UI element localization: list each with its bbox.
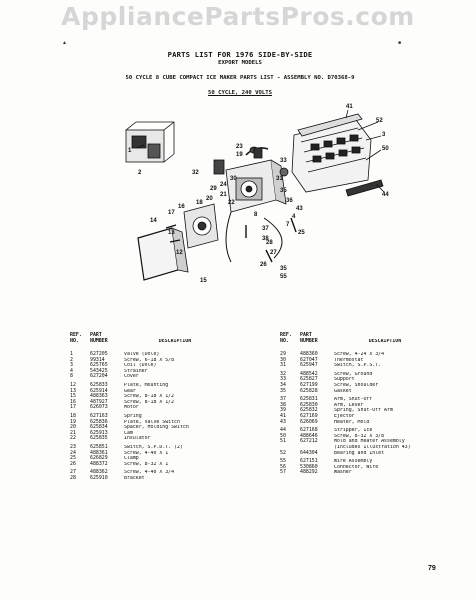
description-cell: Spring: [124, 413, 142, 419]
description-cell: Screw, 4-40 X 1: [124, 450, 169, 456]
callout-label: 17: [168, 210, 175, 216]
description-cell: Screw, Shoulder: [334, 382, 379, 388]
part-number-cell: 627163: [90, 412, 108, 419]
callout-label: 24: [220, 182, 227, 188]
ref-cell: 24: [70, 449, 76, 456]
col-ref-header: REF. NO.: [70, 332, 82, 344]
part-number-cell: 625947: [300, 362, 318, 369]
description-cell: Gear: [124, 388, 136, 394]
parts-table-left: [70, 330, 260, 481]
callout-label: 33: [280, 158, 287, 164]
part-number-cell: 488542: [300, 370, 318, 377]
part-number-cell: 625831: [300, 396, 318, 403]
description-cell: Heater, Mold: [334, 419, 370, 425]
callout-label: 19: [236, 152, 243, 158]
parts-table-right: [280, 330, 470, 476]
part-number-cell: 488360: [300, 351, 318, 357]
part-number-cell: 625913: [90, 429, 108, 436]
ref-cell: 17: [70, 404, 76, 411]
exploded-diagram: [96, 100, 396, 300]
part-number-cell: 488361: [90, 449, 108, 456]
description-cell: Clamp: [124, 456, 139, 462]
ref-cell: 51: [280, 438, 286, 445]
description-cell: Mold and Heater Assembly: [334, 439, 405, 445]
description-cell: Spacer, Holding Switch: [124, 425, 189, 431]
description-cell: Thermostat: [334, 357, 364, 363]
description-cell: Screw, 4-24 X 3/4: [334, 352, 385, 357]
part-number-cell: 625910: [90, 474, 108, 481]
part-number-cell: 627204: [90, 373, 108, 380]
part-number-cell: 625836: [90, 418, 108, 425]
description-cell: Bracket: [124, 475, 145, 481]
description-cell: Switch, S.P.D.T. (2): [124, 444, 183, 450]
ref-cell: 39: [280, 407, 286, 414]
ref-cell: 23: [70, 443, 76, 450]
ref-cell: 18: [70, 412, 76, 419]
description-cell: Screw, 4-40 X 3/4: [124, 470, 175, 476]
table-header: [280, 330, 470, 344]
ref-cell: 34: [280, 381, 286, 388]
ref-cell: 35: [280, 387, 286, 394]
callout-label: 12: [176, 250, 183, 256]
part-number-cell: 625833: [90, 381, 108, 388]
description-cell: Coil (Dole): [124, 363, 157, 369]
description-cell: Stripper, Ice: [334, 428, 373, 434]
callout-label: 15: [200, 278, 207, 284]
callout-label: 50: [382, 146, 389, 152]
callout-label: 18: [196, 200, 203, 206]
diagram-drawing: [96, 100, 396, 300]
ref-cell: 20: [70, 424, 76, 431]
part-number-cell: 625830: [300, 401, 318, 408]
page-header: [60, 50, 420, 96]
ref-cell: 3: [70, 362, 73, 369]
description-cell: Switch, S.P.S.T.: [334, 363, 382, 369]
description-cell: Cover: [124, 374, 139, 380]
part-number-cell: 644304: [300, 449, 318, 456]
col-desc-header: DESCRIPTION: [158, 338, 192, 344]
ref-cell: 31: [280, 362, 286, 369]
ref-cell: 22: [70, 435, 76, 442]
part-number-cell: 627168: [300, 427, 318, 434]
callout-label: 26: [260, 262, 267, 268]
part-number-cell: 488362: [90, 469, 108, 476]
description-cell: Arm, Lever: [334, 402, 364, 408]
ref-cell: 8: [70, 373, 73, 380]
ref-cell: 21: [70, 429, 76, 436]
part-number-cell: 625834: [90, 424, 108, 431]
callout-label: 4: [292, 214, 296, 220]
description-cell: Screw, 8-18 X 1/2: [124, 399, 175, 405]
callout-label: 35: [280, 266, 287, 272]
description-cell: Screw, 8-32 X 1: [124, 461, 169, 467]
table-body: [280, 352, 470, 476]
ref-cell: 50: [280, 432, 286, 439]
description-cell: Bearing and Inlet: [334, 450, 385, 456]
description-cell: Ejector: [334, 413, 355, 419]
ref-cell: 33: [280, 376, 286, 383]
part-number-cell: 488646: [300, 432, 318, 439]
callout-label: 41: [346, 104, 353, 110]
ref-cell: 52: [280, 449, 286, 456]
callout-label: 2: [138, 170, 142, 176]
callout-label: 20: [206, 196, 213, 202]
ref-cell: 26: [70, 460, 76, 467]
col-ref-header: REF. NO.: [280, 332, 292, 344]
col-part-header: PART NUMBER: [300, 332, 318, 344]
scan-mark: ▲: [62, 40, 67, 46]
description-cell: Screw, 6-18 X 5/8: [124, 357, 175, 363]
callout-label: 28: [266, 240, 273, 246]
ref-cell: 12: [70, 381, 76, 388]
callout-label: 8: [254, 212, 258, 218]
description-cell: Plate, Valve Switch: [124, 419, 180, 425]
part-number-cell: 627212: [300, 438, 318, 445]
ref-cell: 56: [280, 463, 286, 470]
ref-cell: 16: [70, 398, 76, 405]
part-number-cell: 488372: [90, 460, 108, 467]
part-number-cell: 625765: [90, 362, 108, 369]
callout-label: 44: [382, 192, 389, 198]
description-cell: Arm, Shut-Off: [334, 397, 373, 403]
part-number-cell: 487927: [90, 398, 108, 405]
watermark: AppliancePartsPros.com: [61, 2, 415, 31]
table-row: [280, 420, 470, 426]
part-number-cell: 488363: [90, 393, 108, 400]
description-cell: Plate, Mounting: [124, 382, 169, 388]
col-part-header: PART NUMBER: [90, 332, 108, 344]
table-row: [280, 389, 470, 395]
description-cell: Washer: [334, 470, 352, 476]
callout-label: 30: [230, 176, 237, 182]
part-number-cell: 625851: [90, 443, 108, 450]
ref-cell: 41: [280, 412, 286, 419]
description-cell: Support: [334, 377, 355, 383]
description-cell: Screw, 8-18 X 1/2: [124, 394, 175, 400]
table-row: [70, 476, 260, 482]
callout-label: 3: [382, 132, 386, 138]
description-cell: Screw, 8-32 X 3/8: [334, 433, 385, 439]
assembly-line: 50 CYCLE 8 CUBE COMPACT ICE MAKER PARTS LIST - ASSEMBLY NO. D70368-9: [125, 75, 355, 81]
ref-cell: 44: [280, 427, 286, 434]
table-row: [280, 451, 470, 457]
part-number-cell: 530860: [300, 463, 318, 470]
part-number-cell: 627151: [300, 458, 318, 465]
callout-label: 27: [270, 250, 277, 256]
table-row: [70, 436, 260, 442]
ref-cell: 2: [70, 356, 73, 363]
ref-cell: 27: [70, 469, 76, 476]
table-row: [280, 470, 470, 476]
part-number-cell: 625827: [300, 376, 318, 383]
ref-cell: 25: [70, 455, 76, 462]
part-number-cell: 626069: [300, 418, 318, 425]
part-number-cell: 627199: [300, 381, 318, 388]
ref-cell: 57: [280, 469, 286, 476]
table-header: [70, 330, 260, 344]
description-cell: Spring, Shut-Off Arm: [334, 408, 393, 414]
description-cell: Screw, Ground: [334, 371, 373, 377]
voltage-line: 50 CYCLE, 240 VOLTS: [208, 90, 272, 96]
part-number-cell: 625914: [90, 387, 108, 394]
description-cell: Cam: [124, 430, 133, 436]
part-number-cell: 99314: [90, 356, 105, 363]
part-number-cell: 625835: [90, 435, 108, 442]
part-number-cell: 625832: [300, 407, 318, 414]
callout-label: 35: [280, 188, 287, 194]
scan-mark: ■: [398, 40, 402, 46]
ref-cell: 19: [70, 418, 76, 425]
description-cell: Valve (Dole): [124, 352, 160, 357]
callout-label: 7: [286, 222, 290, 228]
table-row: [280, 363, 470, 369]
callout-label: 14: [150, 218, 157, 224]
page-subtitle: EXPORT MODELS: [218, 60, 262, 66]
description-cell: Connector, Wire: [334, 464, 379, 470]
callout-label: 21: [220, 192, 227, 198]
ref-cell: 55: [280, 458, 286, 465]
description-cell: Strainer: [124, 368, 148, 374]
part-number-cell: 627169: [300, 412, 318, 419]
callout-label: 29: [210, 186, 217, 192]
ref-cell: 15: [70, 393, 76, 400]
callout-label: 32: [192, 170, 199, 176]
table-row: [70, 374, 260, 380]
col-desc-header: DESCRIPTION: [368, 338, 402, 344]
part-number-cell: 625828: [300, 387, 318, 394]
callout-label: 38: [262, 236, 269, 242]
callout-label: 23: [236, 144, 243, 150]
part-number-cell: 627047: [300, 356, 318, 363]
ref-cell: 1: [70, 351, 73, 357]
ref-cell: 29: [280, 351, 286, 357]
callout-label: 55: [280, 274, 287, 280]
callout-label: 36: [286, 198, 293, 204]
ref-cell: 43: [280, 418, 286, 425]
ref-cell: 30: [280, 356, 286, 363]
description-cell: Motor: [124, 405, 139, 411]
description-cell: (Includes Illustration 43): [334, 444, 411, 450]
callout-label: 37: [262, 226, 269, 232]
callout-label: 52: [376, 118, 383, 124]
callout-label: 31: [276, 176, 283, 182]
table-row: [70, 462, 260, 468]
ref-cell: 4: [70, 367, 73, 374]
callout-label: 25: [298, 230, 305, 236]
callout-label: 16: [178, 204, 185, 210]
page-number: 79: [428, 565, 436, 572]
description-cell: Wire Assembly: [334, 459, 373, 465]
part-number-cell: 488292: [300, 469, 318, 476]
callout-label: 13: [168, 230, 175, 236]
ref-cell: 28: [70, 474, 76, 481]
ref-cell: 32: [280, 370, 286, 377]
ref-cell: 37: [280, 396, 286, 403]
table-row: [70, 405, 260, 411]
ref-cell: 38: [280, 401, 286, 408]
part-number-cell: 626829: [90, 455, 108, 462]
description-cell: Gasket: [334, 388, 352, 394]
ref-cell: 13: [70, 387, 76, 394]
callout-label: 43: [296, 206, 303, 212]
callout-label: 1: [128, 148, 132, 154]
callout-label: 22: [228, 200, 235, 206]
part-number-cell: 543425: [90, 367, 108, 374]
table-body: [70, 352, 260, 481]
description-cell: Insulator: [124, 436, 151, 442]
part-number-cell: 626073: [90, 404, 108, 411]
page-title: PARTS LIST FOR 1976 SIDE-BY-SIDE: [167, 50, 313, 59]
part-number-cell: 627205: [90, 351, 108, 357]
